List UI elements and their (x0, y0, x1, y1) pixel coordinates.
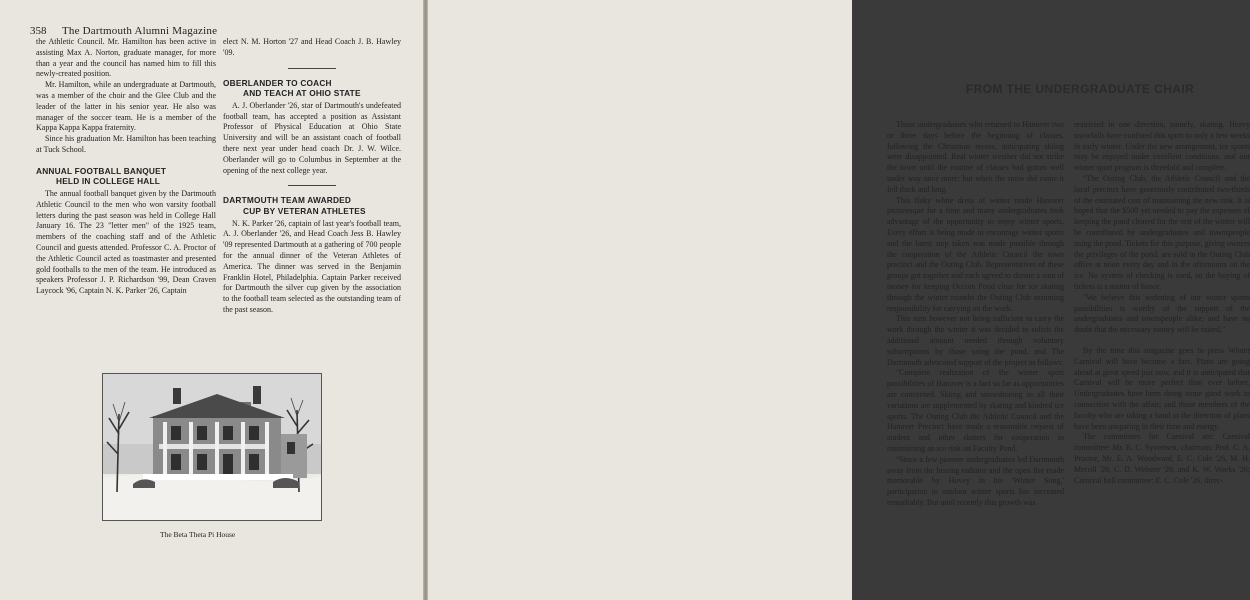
article-heading-banquet (36, 166, 216, 187)
paragraph: Those undergraduates who returned to Hanover two or three days before the beginning of classes, following the Christmas recess, anticipating skiing were disappointed. Real winter weather did not strike the town until the routine of classes had gotten well under way once more; but when the snow did come it fell thick and long. (887, 120, 1064, 194)
heading-line: AND TEACH AT OHIO STATE (243, 88, 361, 99)
paragraph: By the time this magazine goes to press Winter Carnival will have become a fact. Plans are going ahead at great speed just now, and it is anticipated that Carnival will be more perfect than ever before. Undergraduates have been doing some good work in connection with the affair; and those members of the faculty who are taking a hand in the direction of plans have been unsparing in their time and energy. (1074, 345, 1250, 431)
article-heading-cup (223, 195, 401, 216)
paragraph: restricted in one direction, namely, skating. Heavy snowfalls have confined this sport to only a few weeks in early winter. Under the new arrangement, ice sports may be enjoyed under excellent conditions, and our winter sport program is threefold and complete. (1074, 120, 1250, 173)
paragraph-spacer (1074, 336, 1250, 346)
paragraph: N. K. Parker '26, captain of last year's football team, A. J. Oberlander '26, and Head Coach Jess B. Hawley '09 represented Dartmouth at a gathering of 700 people for the annual dinner of the Veteran Athletes of America. The dinner was served in the Benjamin Franklin Hotel, Philadelphia. Captain Parker received for Dartmouth the silver cup given by the association to the football team selected as the outstanding team of the past season. (223, 218, 401, 314)
paragraph: "We believe this widening of our winter sports possibilities is worthy of the support of the undergraduates and townspeople alike; and have no doubt that the necessary money will be raised." (1074, 292, 1250, 335)
house-illustration (103, 374, 321, 520)
photo-caption: The Beta Theta Pi House (160, 530, 236, 539)
paragraph: This sum however not being sufficient to carry the work through the winter it was decided to solicit the additional amount needed through voluntary subscriptions by those using the pond, and The Dartmouth advocated support of the project as follows: (887, 314, 1064, 367)
divider (288, 185, 336, 186)
right-column-2 (1074, 120, 1250, 486)
paragraph: Since his graduation Mr. Hamilton has been teaching at Tuck School. (36, 134, 216, 154)
paragraph: A. J. Oberlander '26, star of Dartmouth's undefeated football team, has accepted a position as Assistant Professor of Physical Education at Ohio State University and will be an assistant coach of football there next year under head coach Dr. J. W. Wilce. Oberlander will go to Columbus in September at the opening of the next college year. (223, 100, 401, 175)
paragraph: "Complete realization of the winter sport possibilities of Hanover is a fact so far as opportunities are concerned. Skiing and snowshoeing in all their variations are supplemented by skating and kindred ice sports. The Outing Club the Athletic Council and the Hanover Precinct have made a reasonable request of student and other skaters for cooperation in maintaining an ice rink on Faculty Pond. (887, 368, 1064, 453)
magazine-title: The Dartmouth Alumni Magazine (62, 25, 218, 37)
heading-line: OBERLANDER TO COACH (223, 77, 332, 88)
house-photo (102, 373, 322, 521)
paragraph: Mr. Hamilton, while an undergraduate at Dartmouth, was a member of the choir and the Glee Club and the leader of the latter in his senior year. He also was manager of the soccer team. He is a member of the Kappa Kappa Kappa fraternity. (36, 80, 216, 133)
divider (288, 68, 336, 69)
section-title: FROM THE UNDERGRADUATE CHAIR (965, 82, 1195, 96)
paragraph: "Since a few pioneer undergraduates led Dartmouth away from the hissing radiator and the open fire made memorable by Hovey in his 'Winter Song,' participation in outdoor winter sports has increased remarkably. But until recently this growth was (887, 454, 1064, 507)
paragraph: The committees for Carnival are: Carnival committee: Mr. R. C. Syvertsen, chairman; Prof. C. A. Proctor, Mr. E. A. Woodward, E. C. Cole '26, M. H. Merrill '26, C. D. Webster '26, and K. W. Weeks '26; Carnival ball committee: E. C. Cole '26, direc- (1074, 432, 1250, 485)
paragraph: This flaky white dress of winter made Hanover picturesque for a time and many undergraduates took advantage of the opportunity to enjoy winter sports. Every effort is being made to encourage winter sports and the latest step taken was made possible through the cooperation of the Athletic Council the town precinct and the Outing Club. Representatives of these groups got together and each agreed to donate a sum of money for keeping Occom Pond clear for ice skating through the winter months the Outing Club assuming responsibility for carrying on the work. (887, 195, 1064, 313)
page-number: 358 (30, 25, 47, 37)
article-heading-oberlander (223, 78, 401, 99)
left-page (0, 0, 423, 600)
paragraph: The annual football banquet given by the Dartmouth Athletic Council to the men who won varsity football letters during the past season was held in College Hall January 16. The 23 "letter men" of the 1925 team, members of the coaching staff and of the Athletic Council and guests attended. Professor C. A. Proctor of the Athletic Council acted as toastmaster and presented gold footballs to the men of the team. He introduced as speakers Professor J. P. Richardson '99, Dean Craven Laycock '96, Captain N. K. Parker '26, Captain (36, 188, 216, 296)
paragraph: elect N. M. Horton '27 and Head Coach J. B. Hawley '09. (223, 37, 401, 57)
heading-line: CUP BY VETERAN ATHLETES (243, 205, 366, 216)
heading-line: ANNUAL FOOTBALL BANQUET (36, 165, 167, 176)
right-page (428, 0, 1250, 600)
left-column-1 (36, 37, 216, 297)
left-column-2 (223, 37, 401, 316)
heading-line: DARTMOUTH TEAM AWARDED (223, 195, 352, 206)
paragraph: the Athletic Council. Mr. Hamilton has been active in assisting Max A. Norton, graduate manager, for more than a year and the council has named him to fill this newly-created position. (36, 37, 216, 79)
right-column-1 (887, 120, 1064, 509)
paragraph: "The Outing Club, the Athletic Council and the local precinct have generously contributed two-thirds of the estimated cost of maintaining the new rink. It is hoped that the $500 yet needed to pay the expenses of keeping the pond cleared for the rest of the winter will be contributed by undergraduates and townspeople using the pond. Tickets for this purpose, giving owners the privileges of the pond, are sold in the Outing Club office at noon every day and in the afternoons on the ice. No system of checking is used, so the buying of tickets is a matter of honor. (1074, 173, 1250, 291)
heading-line: HELD IN COLLEGE HALL (56, 176, 161, 187)
